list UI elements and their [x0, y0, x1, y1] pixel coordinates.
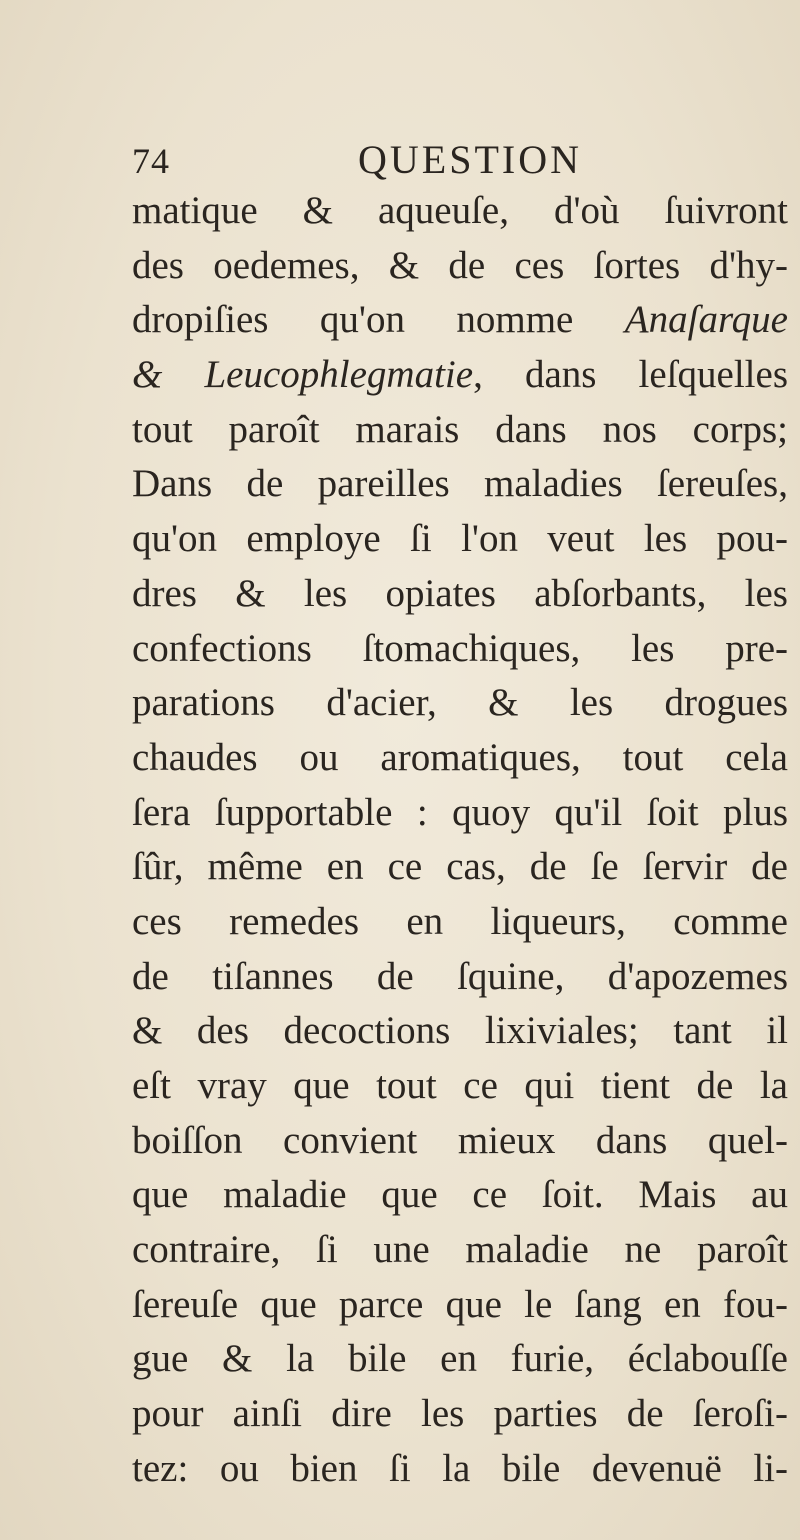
text-segment: tout paroît marais dans nos corps;: [132, 407, 788, 451]
text-segment: ces remedes en liqueurs, comme: [132, 899, 788, 943]
text-segment: confections ſtomachiques, les pre-: [132, 626, 788, 670]
text-line: [132, 348, 788, 403]
running-head: [132, 136, 772, 186]
text-segment: eſt vray que tout ce qui tient de la: [132, 1064, 788, 1107]
text-line: [132, 840, 788, 895]
text-line: [132, 457, 788, 512]
text-line: [132, 1387, 788, 1442]
text-line: [132, 1332, 788, 1387]
text-line: [132, 1278, 788, 1333]
body-text: [132, 184, 788, 1497]
text-segment: ſera ſupportable : quoy qu'il ſoit plus: [132, 790, 788, 834]
text-segment: dropiſies qu'on nomme: [132, 298, 625, 342]
text-line: [132, 731, 788, 786]
text-segment: matique & aqueuſe, d'où ſuivront: [132, 189, 788, 232]
text-segment: , dans leſquelles: [473, 353, 788, 397]
text-segment: & des decoctions lixiviales; tant il: [132, 1009, 788, 1053]
text-line: [132, 1059, 788, 1114]
text-line: [132, 1004, 788, 1059]
text-segment: ſûr, même en ce cas, de ſe ſervir de: [132, 845, 788, 889]
text-segment: boiſſon convient mieux dans quel-: [132, 1118, 788, 1162]
page-number: 74: [132, 141, 170, 181]
text-line: [132, 786, 788, 841]
text-segment: de tiſannes de ſquine, d'apozemes: [132, 954, 788, 998]
text-line: [132, 895, 788, 950]
text-segment: des oedemes, & de ces ſortes d'hy-: [132, 243, 788, 287]
text-segment: pour ainſi dire les parties de ſeroſi-: [132, 1392, 788, 1436]
text-line: [132, 950, 788, 1005]
text-segment: Dans de pareilles maladies ſereuſes,: [132, 462, 788, 506]
text-line: [132, 184, 788, 239]
italic-segment: & Leucophlegmatie: [132, 353, 474, 397]
text-segment: gue & la bile en furie, éclabouſſe: [132, 1337, 788, 1381]
text-line: [132, 567, 788, 622]
text-line: [132, 239, 788, 294]
text-line: [132, 1223, 788, 1278]
text-line: [132, 676, 788, 731]
text-segment: tez: ou bien ſi la bile devenuë li-: [132, 1446, 788, 1490]
text-line: [132, 1442, 788, 1497]
text-segment: ſereuſe que parce que le ſang en fou-: [132, 1282, 788, 1326]
text-segment: que maladie que ce ſoit. Mais au: [132, 1173, 788, 1217]
text-segment: parations d'acier, & les drogues: [132, 681, 788, 725]
text-segment: chaudes ou aromatiques, tout cela: [132, 735, 788, 779]
text-segment: dres & les opiates abſorbants, les: [132, 571, 788, 615]
text-segment: qu'on employe ſi l'on veut les pou-: [132, 517, 788, 561]
italic-segment: Anaſarque: [624, 298, 788, 342]
text-line: [132, 403, 788, 458]
text-line: [132, 293, 788, 348]
text-line: [132, 512, 788, 567]
text-line: [132, 1168, 788, 1223]
text-line: [132, 622, 788, 677]
running-title: QUESTION: [358, 137, 582, 182]
text-line: [132, 1114, 788, 1169]
text-segment: contraire, ſi une maladie ne paroît: [132, 1228, 788, 1272]
